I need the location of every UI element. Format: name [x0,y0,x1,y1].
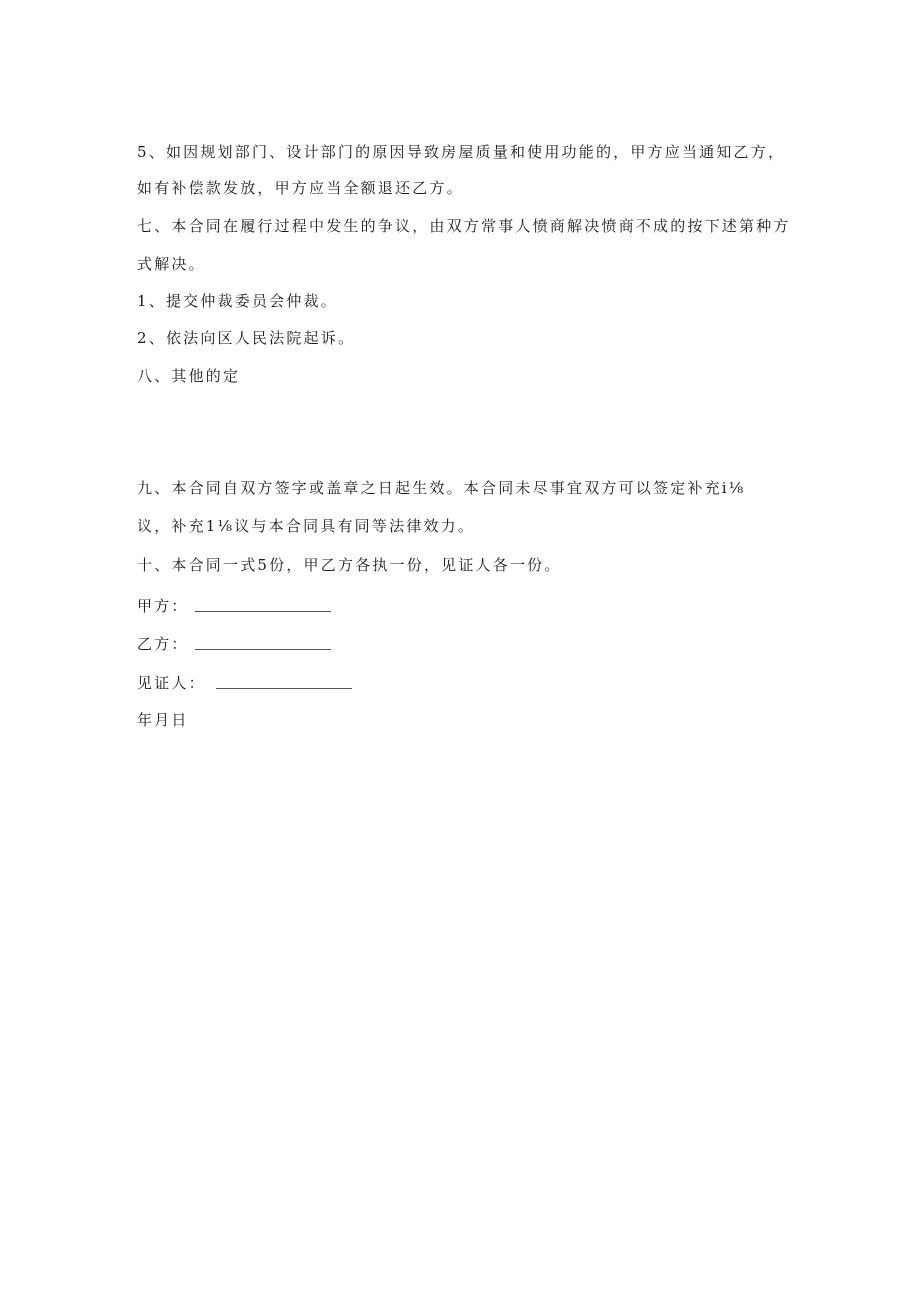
signature-party-a [137,596,331,616]
clause-5-line-2: 如有补偿款发放，甲方应当全额退还乙方。 [137,179,464,197]
date-label: 年月日 [137,711,189,729]
party-b-signature-blank [195,649,331,650]
signature-party-b [137,634,331,654]
signature-witness [137,673,352,693]
witness-signature-blank [216,688,352,689]
clause-9-line-1: 九、本合同自双方签字或盖章之日起生效。本合同未尽事宜双方可以签定补充i⅛ [137,479,746,497]
clause-7-item-1: 1、提交仲裁委员会仲裁。 [137,292,338,310]
clause-10: 十、本合同一式5份，甲乙方各执一份，见证人各一份。 [137,556,562,574]
clause-5-line-1: 5、如因规划部门、设计部门的原因导致房屋质量和使用功能的，甲方应当通知乙方， [137,143,786,161]
clause-9-line-2: 议，补充1⅛议与本合同具有同等法律效力。 [137,517,476,535]
party-b-label: 乙方： [137,635,189,653]
clause-8-heading: 八、其他的定 [137,367,241,385]
clause-7-item-2: 2、依法向区人民法院起诉。 [137,329,356,347]
clause-7-line-2: 式解决。 [137,255,206,273]
witness-label: 见证人： [137,674,206,692]
party-a-label: 甲方： [137,597,189,615]
clause-7-line-1: 七、本合同在履行过程中发生的争议，由双方常事人愤商解决愤商不成的按下述第种方 [137,217,791,235]
party-a-signature-blank [195,611,331,612]
